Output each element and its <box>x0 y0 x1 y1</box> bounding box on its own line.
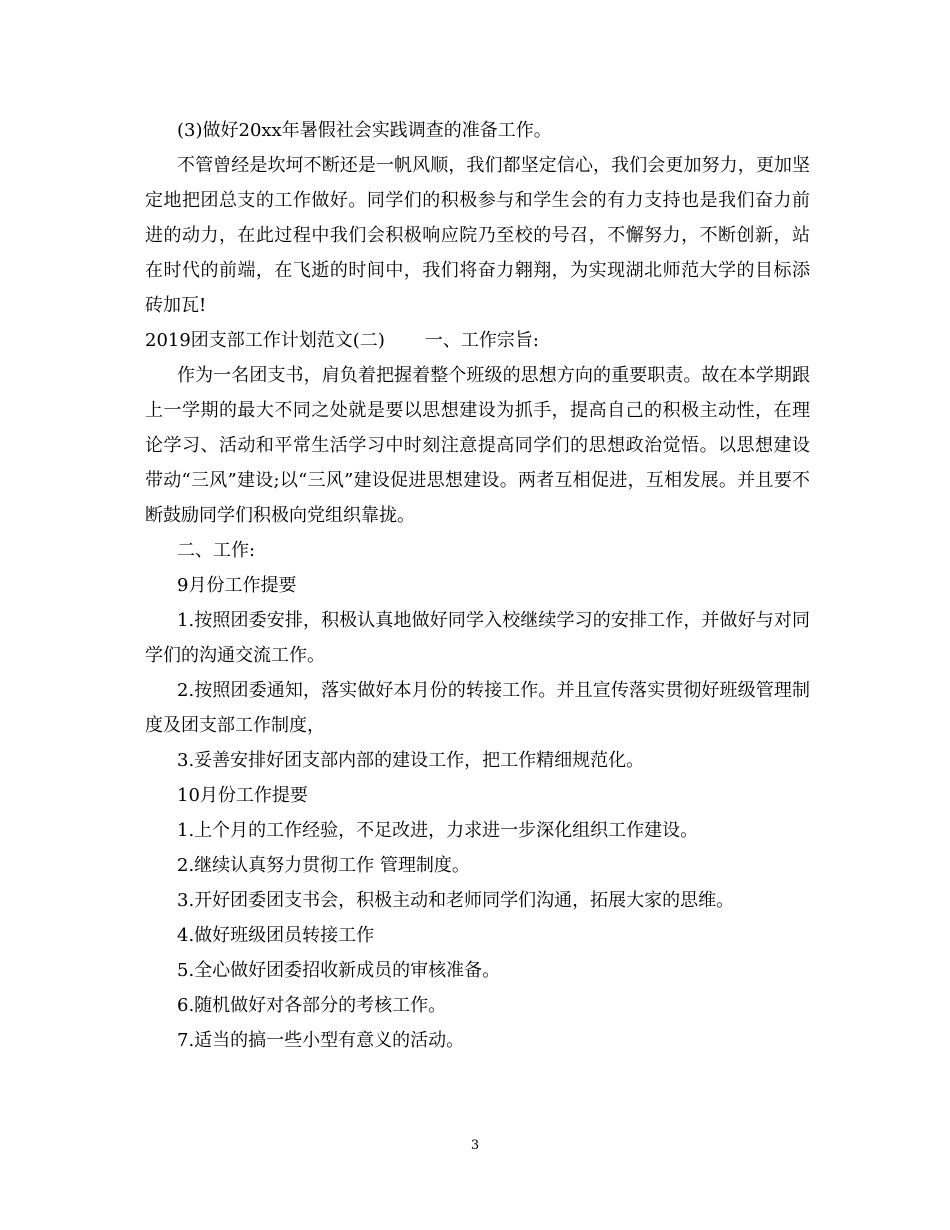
list-item: 3.妥善安排好团支部内部的建设工作，把工作精细规范化。 <box>177 750 645 771</box>
list-item: 4.做好班级团员转接工作 <box>177 925 375 946</box>
paragraph-prep-work: (3)做好20xx年暑假社会实践调查的准备工作。 <box>177 120 552 141</box>
list-item: 1.按照团委安排，积极认真地做好同学入校继续学习的安排工作，并做好与对同学们的沟通交流工作。 <box>145 610 810 666</box>
list-item: 2.继续认真努力贯彻工作 管理制度。 <box>177 855 470 876</box>
heading-september: 9月份工作提要 <box>177 575 297 596</box>
section-heading <box>145 323 810 358</box>
paragraph-conclusion: 不管曾经是坎坷不断还是一帆风顺，我们都坚定信心，我们会更加努力，更加坚定地把团总支的工作做好。同学们的积极参与和学生会的有力支持也是我们奋力前进的动力，在此过程中我们会积极响应院乃至校的号召，不懈努力，不断创新，站在时代的前端，在飞逝的时间中，我们将奋力翱翔，为实现湖北师范大学的目标添砖加瓦! <box>145 155 810 316</box>
list-item: 2.按照团委通知，落实做好本月份的转接工作。并且宣传落实贯彻好班级管理制度及团支部工作制度， <box>145 680 810 736</box>
list-item: 3.开好团委团支书会，积极主动和老师同学们沟通，拓展大家的思维。 <box>177 890 735 911</box>
section-subtitle: 一、工作宗旨: <box>424 330 539 351</box>
heading-work: 二、工作: <box>177 540 256 561</box>
page-number: 3 <box>470 1138 480 1153</box>
list-item: 7.适当的搞一些小型有意义的活动。 <box>177 1030 465 1051</box>
list-item: 5.全心做好团委招收新成员的审核准备。 <box>177 960 501 981</box>
document-body <box>145 113 810 1058</box>
list-item: 6.随机做好对各部分的考核工作。 <box>177 995 447 1016</box>
paragraph-purpose: 作为一名团支书，肩负着把握着整个班级的思想方向的重要职责。故在本学期跟上一学期的最大不同之处就是要以思想建设为抓手，提高自己的积极主动性，在理论学习、活动和平常生活学习中时刻注意提高同学们的思想政治觉悟。以思想建设带动“三风”建设;以“三风”建设促进思想建设。两者互相促进，互相发展。并且要不断鼓励同学们积极向党组织靠拢。 <box>145 365 810 526</box>
list-item: 1.上个月的工作经验，不足改进，力求进一步深化组织工作建设。 <box>177 820 699 841</box>
heading-october: 10月份工作提要 <box>177 785 308 806</box>
section-title: 2019团支部工作计划范文(二) <box>145 330 385 351</box>
